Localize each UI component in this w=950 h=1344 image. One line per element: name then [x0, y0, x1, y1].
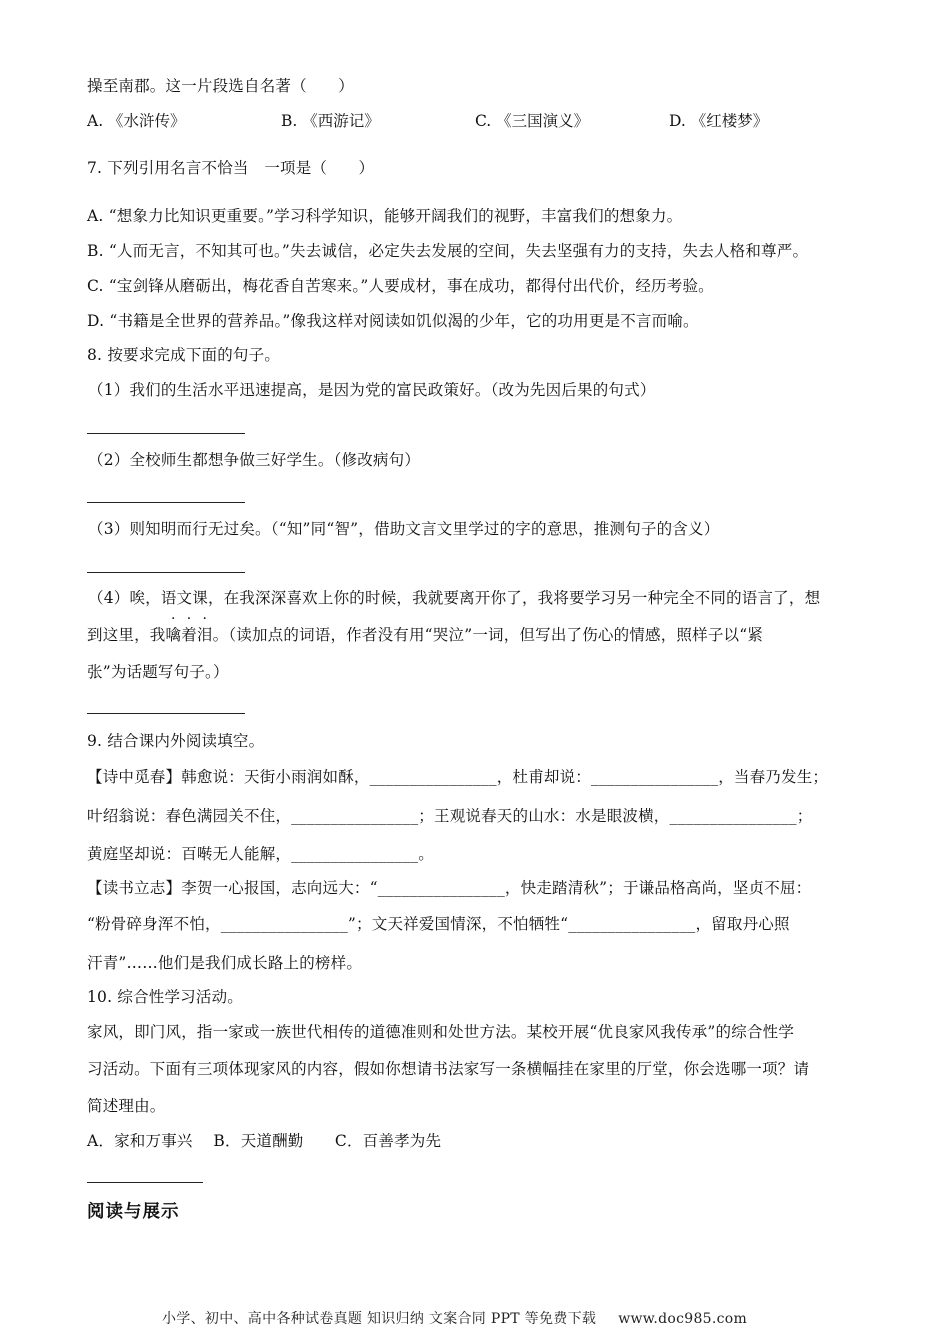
q8-item-4-text-a: 到这里，我 [87, 626, 166, 644]
q8-item-4-line1: （4）唉，语文课，在我深深喜欢上你的时候，我就要离开你了，我将要学习另一种完全不同的语言了，想 [88, 589, 821, 607]
q6-stem-tail: 操至南郡。这一片段选自名著（ ） [87, 77, 354, 95]
answer-line[interactable] [87, 502, 245, 503]
q9-line: 叶绍翁说：春色满园关不住，________________；王观说春天的山水：水是眼波横，________________； [87, 807, 813, 825]
q7-stem: 7. 下列引用名言不恰当 一项是（ ） [87, 159, 375, 177]
q6-option-a: A. 《水浒传》 [87, 112, 186, 130]
answer-line[interactable] [87, 572, 245, 573]
q9-line: 汗青”……他们是我们成长路上的榜样。 [87, 954, 363, 972]
q9-line: “粉骨碎身浑不怕，________________”；文天祥爱国情深，不怕牺牲“________________，留取丹心照 [87, 915, 790, 933]
q8-item-2: （2）全校师生都想争做三好学生。（修改病句） [88, 451, 421, 469]
q9-line: 【读书立志】李贺一心报国，志向远大：“________________，快走踏清秋”；于谦品格高尚，坚贞不屈： [87, 879, 812, 897]
q9-stem: 9. 结合课内外阅读填空。 [87, 732, 265, 750]
q9-line: 【诗中觅春】韩愈说：天街小雨润如酥，________________，杜甫却说：________________，当春乃发生； [87, 768, 829, 786]
q8-item-1: （1）我们的生活水平迅速提高，是因为党的富民政策好。（改为先因后果的句式） [88, 381, 656, 399]
q10-line: 简述理由。 [87, 1097, 166, 1115]
answer-line[interactable] [87, 713, 245, 714]
q9-line: 黄庭坚却说：百啭无人能解，________________。 [87, 845, 435, 863]
emphasis-char: 着 [181, 626, 197, 644]
q6-option-d: D. 《红楼梦》 [669, 112, 769, 130]
page-footer [162, 1308, 747, 1328]
q8-item-4-text-b: 。（读加点的词语，作者没有用“哭泣”一词，但写出了伤心的情感，照样子以“紧 [212, 626, 764, 644]
q7-option-b: B. “人而无言，不知其可也。”失去诚信，必定失去发展的空间，失去坚强有力的支持，失去人格和尊严。 [87, 242, 809, 260]
q10-options: A．家和万事兴 B．天道酬勤 C．百善孝为先 [87, 1132, 442, 1150]
emphasis-char: 泪 [196, 626, 213, 644]
q8-item-4-line2 [87, 625, 763, 645]
emphasis-char: 噙 [165, 626, 182, 644]
section-heading: 阅读与展示 [87, 1202, 180, 1222]
q7-option-d: D. “书籍是全世界的营养品。”像我这样对阅读如饥似渴的少年，它的功用更是不言而喻。 [87, 312, 699, 330]
q10-stem: 10. 综合性学习活动。 [87, 988, 243, 1006]
q6-option-c: C. 《三国演义》 [475, 112, 590, 130]
q10-line: 习活动。下面有三项体现家风的内容，假如你想请书法家写一条横幅挂在家里的厅堂，你会选哪一项？请 [87, 1060, 810, 1078]
q7-option-c: C. “宝剑锋从磨砺出，梅花香自苦寒来。”人要成材，事在成功，都得付出代价，经历考验。 [87, 277, 714, 295]
footer-text: 小学、初中、高中各种试卷真题 知识归纳 文案合同 PPT 等免费下载 [162, 1311, 597, 1327]
answer-line[interactable] [87, 433, 245, 434]
q8-item-4-line3: 张”为话题写句子。） [87, 663, 229, 681]
q10-line: 家风，即门风，指一家或一族世代相传的道德准则和处世方法。某校开展“优良家风我传承”的综合性学 [87, 1023, 795, 1041]
q8-item-3: （3）则知明而行无过矣。（“知”同“智”，借助文言文里学过的字的意思，推测句子的含义） [88, 520, 720, 538]
q6-option-b: B. 《西游记》 [281, 112, 380, 130]
q7-option-a: A. “想象力比知识更重要。”学习科学知识，能够开阔我们的视野，丰富我们的想象力。 [87, 207, 683, 225]
q8-stem: 8. 按要求完成下面的句子。 [87, 346, 281, 364]
answer-line[interactable] [87, 1182, 203, 1183]
footer-url[interactable]: www.doc985.com [618, 1311, 748, 1327]
